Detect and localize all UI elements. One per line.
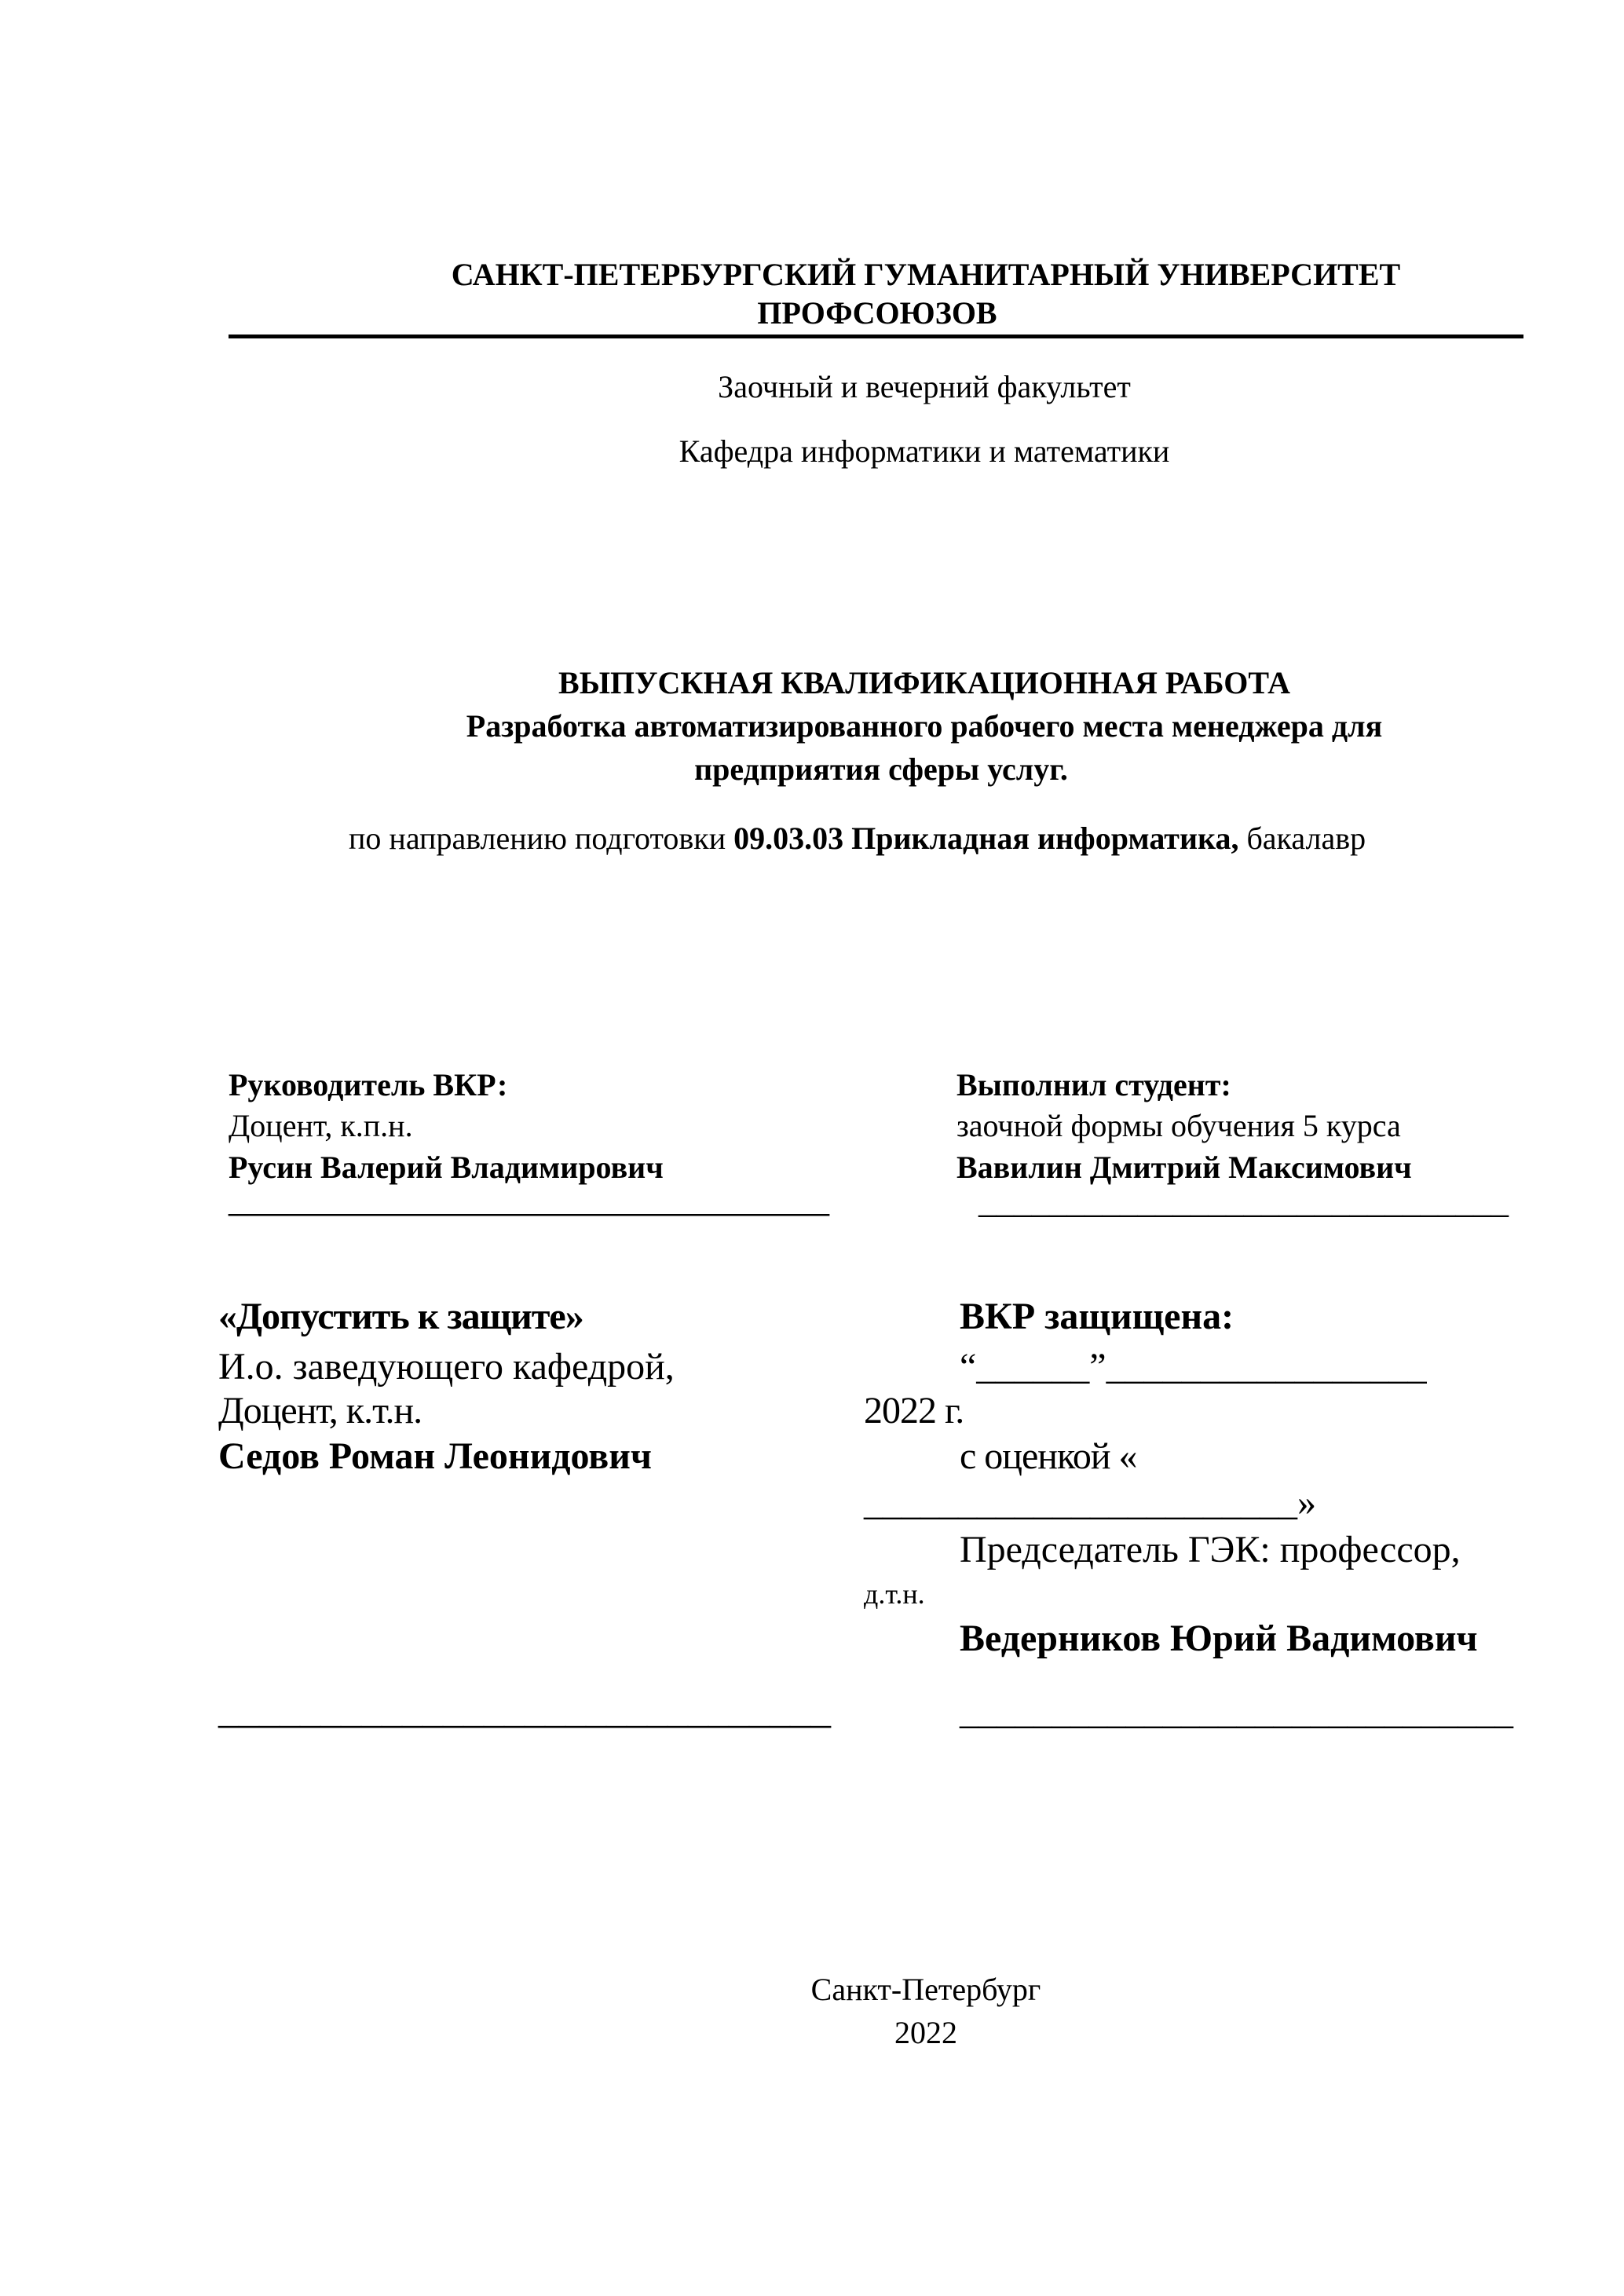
university-name-line2: ПРОФСОЮЗОВ (757, 295, 997, 331)
direction-prefix: по направлению подготовки (349, 821, 734, 856)
university-name-line1: САНКТ-ПЕТЕРБУРГСКИЙ ГУМАНИТАРНЫЙ УНИВЕРСИТЕТ (451, 257, 1401, 292)
supervisor-name: Русин Валерий Владимирович (229, 1150, 664, 1185)
supervisor-signature-line: ______________________________ (229, 1176, 829, 1220)
student-signature-line: ______________________________ (978, 1181, 1509, 1220)
student-info: заочной формы обучения 5 курса (956, 1108, 1401, 1143)
defense-grade-line: _______________________» (864, 1482, 1316, 1523)
document-type: ВЫПУСКНАЯ КВАЛИФИКАЦИОННАЯ РАБОТА (558, 665, 1290, 700)
admission-position1: И.о. заведующего кафедрой, (218, 1346, 675, 1387)
direction-code: 09.03.03 Прикладная информатика, (733, 821, 1239, 856)
supervisor-label: Руководитель ВКР: (229, 1067, 508, 1102)
admission-signature-line: ______________________________ (218, 1687, 831, 1732)
defense-year: 2022 г. (864, 1390, 964, 1431)
admission-label: «Допустить к защите» (218, 1296, 583, 1337)
topic-line2: предприятия сферы услуг. (694, 751, 1068, 787)
header-divider (229, 335, 1523, 338)
defense-chair: Председатель ГЭК: профессор, (960, 1529, 1461, 1570)
faculty: Заочный и вечерний факультет (718, 369, 1131, 404)
defense-chair-degree: д.т.н. (864, 1578, 925, 1610)
direction-suffix: бакалавр (1238, 821, 1366, 856)
supervisor-position: Доцент, к.п.н. (229, 1108, 413, 1143)
admission-position2: Доцент, к.т.н. (218, 1390, 422, 1431)
admission-name: Седов Роман Леонидович (218, 1435, 652, 1477)
defense-grade-label: с оценкой « (960, 1435, 1137, 1477)
footer-year: 2022 (894, 2015, 957, 2050)
defense-date-line: “______”_________________ (960, 1346, 1427, 1387)
defense-chair-name: Ведерников Юрий Вадимович (960, 1618, 1478, 1659)
topic-line1: Разработка автоматизированного рабочего места менеджера для (466, 708, 1383, 744)
student-name: Вавилин Дмитрий Максимович (956, 1150, 1412, 1185)
study-direction (349, 820, 1366, 857)
defense-label: ВКР защищена: (960, 1296, 1234, 1337)
defense-signature-line: ______________________________ (960, 1691, 1513, 1732)
student-label: Выполнил студент: (956, 1067, 1231, 1102)
department: Кафедра информатики и математики (678, 433, 1170, 469)
footer-city: Санкт-Петербург (810, 1972, 1041, 2007)
